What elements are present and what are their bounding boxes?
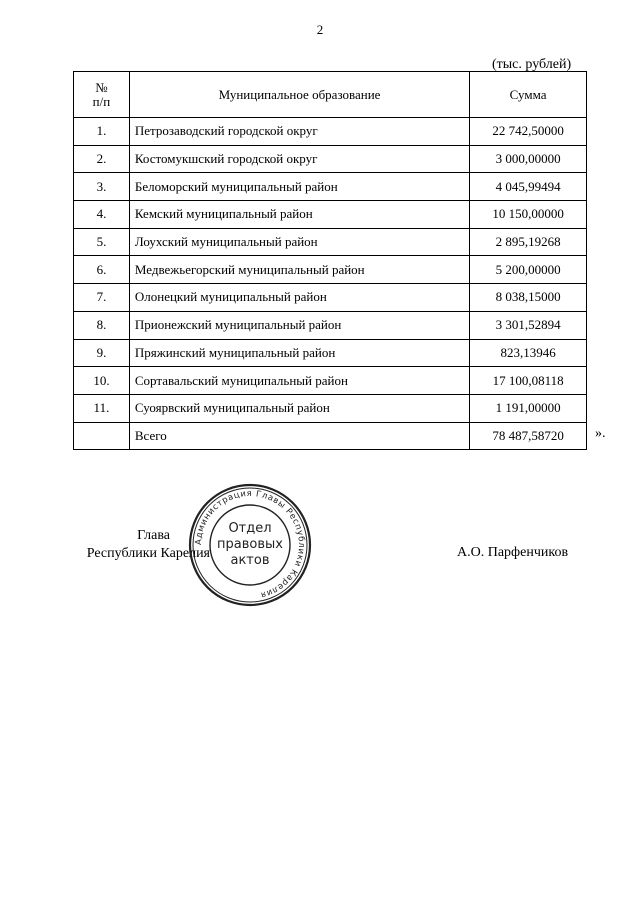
table-row (74, 311, 587, 339)
row-number: 10. (74, 367, 130, 395)
table-row (74, 339, 587, 367)
header-number-abbr: п/п (92, 93, 111, 109)
row-number: 4. (74, 201, 130, 229)
table-row (74, 228, 587, 256)
row-sum: 4 045,99494 (470, 173, 587, 201)
stamp-center-line2: правовых (217, 537, 283, 552)
header-municipality: Муниципальное образование (129, 72, 469, 118)
row-municipality: Суоярвский муниципальный район (129, 394, 469, 422)
signature-name: А.О. Парфенчиков (457, 545, 569, 560)
table-row (74, 367, 587, 395)
row-number: 1. (74, 118, 130, 146)
row-municipality: Петрозаводский городской округ (129, 118, 469, 146)
total-label: Всего (129, 422, 469, 450)
row-number: 11. (74, 394, 130, 422)
closing-quote: ». (595, 426, 606, 441)
table-row (74, 201, 587, 229)
table-row (74, 394, 587, 422)
total-number (74, 422, 130, 450)
signature-title-line1: Глава (137, 528, 170, 543)
row-municipality: Кемский муниципальный район (129, 201, 469, 229)
row-number: 8. (74, 311, 130, 339)
row-number: 7. (74, 284, 130, 312)
row-municipality: Медвежьегорский муниципальный район (129, 256, 469, 284)
row-municipality: Прионежский муниципальный район (129, 311, 469, 339)
row-sum: 2 895,19268 (470, 228, 587, 256)
table-row (74, 173, 587, 201)
row-sum: 10 150,00000 (470, 201, 587, 229)
header-sum: Сумма (470, 72, 587, 118)
table-row (74, 256, 587, 284)
table-row (74, 145, 587, 173)
row-municipality: Олонецкий муниципальный район (129, 284, 469, 312)
page-number: 2 (316, 22, 324, 37)
total-sum: 78 487,58720 (470, 422, 587, 450)
stamp-seal (187, 482, 313, 608)
row-municipality: Сортавальский муниципальный район (129, 367, 469, 395)
row-number: 2. (74, 145, 130, 173)
row-municipality: Лоухский муниципальный район (129, 228, 469, 256)
table-total-row (74, 422, 587, 450)
row-sum: 22 742,50000 (470, 118, 587, 146)
row-number: 3. (74, 173, 130, 201)
header-number-symbol: № (95, 79, 108, 95)
allocation-table (73, 71, 587, 450)
row-sum: 17 100,08118 (470, 367, 587, 395)
table-row (74, 284, 587, 312)
row-sum: 3 000,00000 (470, 145, 587, 173)
row-sum: 3 301,52894 (470, 311, 587, 339)
row-municipality: Беломорский муниципальный район (129, 173, 469, 201)
row-sum: 5 200,00000 (470, 256, 587, 284)
header-number (74, 72, 130, 118)
row-sum: 823,13946 (470, 339, 587, 367)
row-number: 6. (74, 256, 130, 284)
row-number: 9. (74, 339, 130, 367)
stamp-ring-text: Администрация Главы Республики Карелия (193, 488, 307, 600)
row-municipality: Пряжинский муниципальный район (129, 339, 469, 367)
row-sum: 1 191,00000 (470, 394, 587, 422)
stamp-center-line3: актов (230, 553, 270, 568)
row-municipality: Костомукшский городской округ (129, 145, 469, 173)
row-sum: 8 038,15000 (470, 284, 587, 312)
table-header-row (74, 72, 587, 118)
units-label: (тыс. рублей) (492, 57, 572, 72)
row-number: 5. (74, 228, 130, 256)
stamp-center-line1: Отдел (228, 521, 272, 536)
signature-title-line2: Республики Карелия (86, 546, 210, 561)
table-row (74, 118, 587, 146)
